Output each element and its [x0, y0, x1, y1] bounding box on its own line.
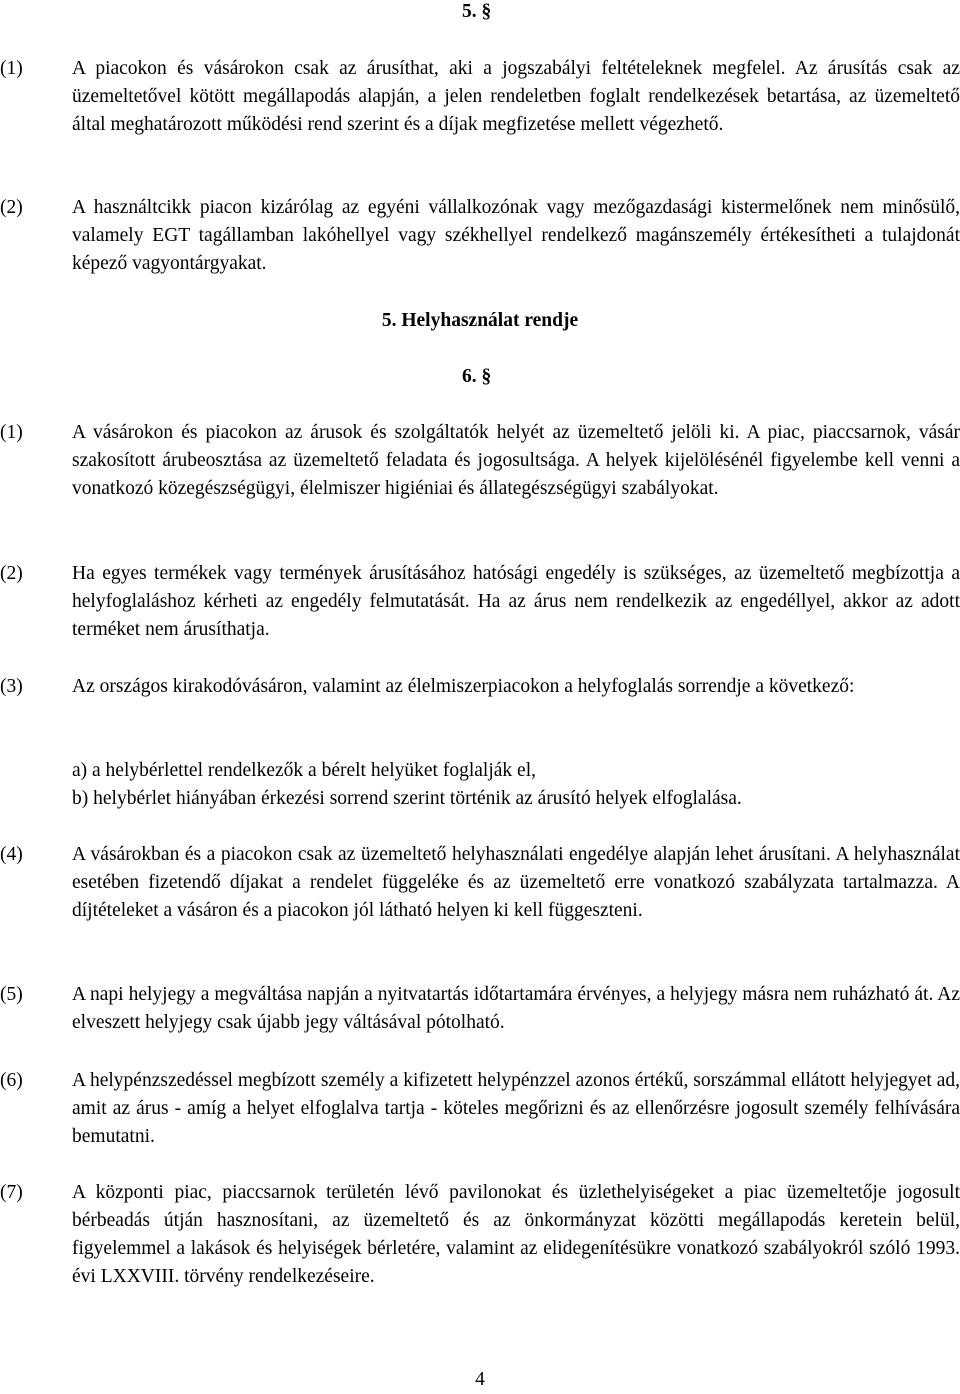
- paragraph-text: A vásárokban és a piacokon csak az üzemeltető helyhasználati engedélye alapján lehet árusítani. A helyhasználat esetében fizetendő díjakat a rendelet függeléke és az üzemeltető erre vonatkozó szabályzata tartalmazza. A díjtételeket a vásáron és a piacokon jól látható helyen ki kell függeszteni.: [72, 844, 960, 921]
- paragraph-text: A napi helyjegy a megváltása napján a nyitvatartás időtartamára érvényes, a helyjegy másra nem ruházható át. Az elveszett helyjegy csak újabb jegy váltásával pótolható.: [72, 984, 960, 1033]
- paragraph-5-2: [0, 194, 960, 278]
- paragraph-number: (2): [0, 563, 23, 584]
- paragraph-number: (7): [0, 1182, 23, 1203]
- paragraph-number: (1): [0, 58, 23, 79]
- list-item-a: a) a helybérlettel rendelkezők a bérelt helyüket foglalják el,: [72, 760, 536, 781]
- paragraph-number: (1): [0, 422, 23, 443]
- paragraph-text: A helypénzszedéssel megbízott személy a kifizetett helypénzzel azonos értékű, sorszámmal ellátott helyjegyet ad, amit az árus - amíg a helyet elfoglalva tartja - köteles megőrizni és az ellenőrzésre jogosult személy felhívására bemutatni.: [72, 1070, 960, 1147]
- paragraph-6-2: [0, 560, 960, 644]
- paragraph-number: (2): [0, 197, 23, 218]
- section-heading-6: 6. §: [462, 366, 492, 387]
- chapter-title: 5. Helyhasználat rendje: [381, 310, 579, 331]
- paragraph-text: A vásárokon és piacokon az árusok és szolgáltatók helyét az üzemeltető jelöli ki. A piac, piaccsarnok, vásár szakosított árubeosztása az üzemeltető feladata és jogosultsága. A helyek kijelölésénél figyelembe kell venni a vonatkozó közegészségügyi, élelmiszer higiéniai és állategészségügyi szabályokat.: [72, 422, 960, 499]
- paragraph-text: A központi piac, piaccsarnok területén lévő pavilonokat és üzlethelyiségeket a piac üzemeltetője jogosult bérbeadás útján hasznosítani, az üzemeltető és az önkormányzat közötti megállapodás keretein belül, figyelemmel a lakások és helyiségek bérletére, valamint az elidegenítésükre vonatkozó szabályokról szóló 1993. évi LXXVIII. törvény rendelkezéseire.: [72, 1182, 960, 1287]
- paragraph-number: (5): [0, 984, 23, 1005]
- paragraph-number: (6): [0, 1070, 23, 1091]
- paragraph-6-6: [0, 1067, 960, 1151]
- ordered-list: [72, 757, 960, 813]
- paragraph-6-1: [0, 419, 960, 503]
- paragraph-text: A használtcikk piacon kizárólag az egyéni vállalkozónak vagy mezőgazdasági kistermelőnek nem minősülő, valamely EGT tagállamban lakóhellyel vagy székhellyel rendelkező magánszemély értékesítheti a tulajdonát képező vagyontárgyakat.: [72, 197, 960, 274]
- paragraph-text: Az országos kirakodóvásáron, valamint az élelmiszerpiacokon a helyfoglalás sorrendje a következő:: [72, 676, 855, 697]
- paragraph-5-1: [0, 55, 960, 139]
- section-heading-5: 5. §: [462, 1, 492, 22]
- paragraph-number: (3): [0, 676, 23, 697]
- paragraph-text: A piacokon és vásárokon csak az árusíthat, aki a jogszabályi feltételeknek megfelel. Az árusítás csak az üzemeltetővel kötött megállapodás alapján, a jelen rendeletben foglalt rendelkezések betartása, az üzemeltető által meghatározott működési rend szerint és a díjak megfizetése mellett végezhető.: [72, 58, 960, 135]
- list-item-b: b) helybérlet hiányában érkezési sorrend szerint történik az árusító helyek elfoglalása.: [72, 788, 742, 809]
- paragraph-6-3: [0, 673, 960, 701]
- paragraph-number: (4): [0, 844, 23, 865]
- paragraph-6-5: [0, 981, 960, 1037]
- page-number: 4: [475, 1369, 485, 1390]
- paragraph-6-4: [0, 841, 960, 925]
- paragraph-text: Ha egyes termékek vagy termények árusításához hatósági engedély is szükséges, az üzemeltető megbízottja a helyfoglaláshoz kérheti az engedély felmutatását. Ha az árus nem rendelkezik az engedéllyel, akkor az adott terméket nem árusíthatja.: [72, 563, 960, 640]
- paragraph-6-7: [0, 1179, 960, 1291]
